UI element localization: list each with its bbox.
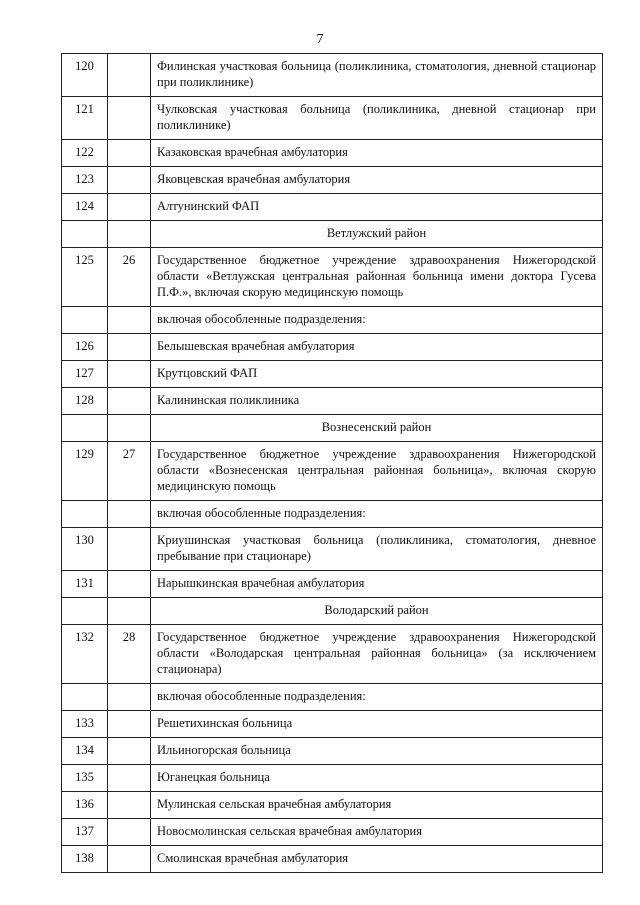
facility-name-cell: Ильиногорская больница [151, 738, 603, 765]
institution-number-cell [108, 501, 151, 528]
table-row [62, 442, 603, 501]
institution-number-cell [108, 684, 151, 711]
table-row [62, 361, 603, 388]
district-name-cell: Вознесенский район [151, 415, 603, 442]
institution-number-cell: 27 [108, 442, 151, 501]
row-number-cell: 120 [62, 54, 108, 97]
facility-name-cell: Государственное бюджетное учреждение здравоохранения Нижегородской области «Вознесенская центральная районная больница», включая скорую медицинскую помощь [151, 442, 603, 501]
district-name-cell: Володарский район [151, 598, 603, 625]
facility-name-cell: Смолинская врачебная амбулатория [151, 846, 603, 873]
row-number-cell [62, 501, 108, 528]
facility-name-cell: Новосмолинская сельская врачебная амбулатория [151, 819, 603, 846]
table-row [62, 684, 603, 711]
institution-number-cell: 26 [108, 248, 151, 307]
row-number-cell: 138 [62, 846, 108, 873]
table-row [62, 792, 603, 819]
facility-name-cell: Казаковская врачебная амбулатория [151, 140, 603, 167]
institution-number-cell [108, 792, 151, 819]
table-row [62, 194, 603, 221]
facilities-table [61, 53, 603, 873]
table-row [62, 97, 603, 140]
row-number-cell: 134 [62, 738, 108, 765]
row-number-cell: 122 [62, 140, 108, 167]
district-header-row [62, 415, 603, 442]
district-header-row [62, 598, 603, 625]
institution-number-cell [108, 528, 151, 571]
row-number-cell: 132 [62, 625, 108, 684]
row-number-cell: 124 [62, 194, 108, 221]
facility-name-cell: включая обособленные подразделения: [151, 501, 603, 528]
table-row [62, 501, 603, 528]
facility-name-cell: Государственное бюджетное учреждение здравоохранения Нижегородской области «Ветлужская центральная районная больница имени доктора Гусева П.Ф.», включая скорую медицинскую помощь [151, 248, 603, 307]
facility-name-cell: Юганецкая больница [151, 765, 603, 792]
institution-number-cell [108, 334, 151, 361]
table-row [62, 738, 603, 765]
row-number-cell: 123 [62, 167, 108, 194]
table-row [62, 571, 603, 598]
institution-number-cell [108, 765, 151, 792]
institution-number-cell [108, 221, 151, 248]
table-row [62, 307, 603, 334]
institution-number-cell [108, 97, 151, 140]
table-row [62, 819, 603, 846]
table-row [62, 140, 603, 167]
district-name-cell: Ветлужский район [151, 221, 603, 248]
institution-number-cell [108, 598, 151, 625]
row-number-cell [62, 415, 108, 442]
table-row [62, 334, 603, 361]
row-number-cell: 137 [62, 819, 108, 846]
row-number-cell [62, 221, 108, 248]
row-number-cell: 121 [62, 97, 108, 140]
district-header-row [62, 221, 603, 248]
table-row [62, 528, 603, 571]
table-row [62, 846, 603, 873]
row-number-cell: 129 [62, 442, 108, 501]
institution-number-cell [108, 140, 151, 167]
institution-number-cell [108, 711, 151, 738]
facility-name-cell: Решетихинская больница [151, 711, 603, 738]
institution-number-cell [108, 571, 151, 598]
institution-number-cell [108, 738, 151, 765]
facility-name-cell: Филинская участковая больница (поликлиника, стоматология, дневной стационар при поликлинике) [151, 54, 603, 97]
institution-number-cell [108, 194, 151, 221]
row-number-cell: 135 [62, 765, 108, 792]
facility-name-cell: Белышевская врачебная амбулатория [151, 334, 603, 361]
institution-number-cell [108, 819, 151, 846]
page-number: 7 [316, 32, 324, 47]
facility-name-cell: Мулинская сельская врачебная амбулатория [151, 792, 603, 819]
row-number-cell: 128 [62, 388, 108, 415]
row-number-cell: 125 [62, 248, 108, 307]
row-number-cell: 136 [62, 792, 108, 819]
table-row [62, 167, 603, 194]
institution-number-cell: 28 [108, 625, 151, 684]
table-row [62, 711, 603, 738]
facility-name-cell: включая обособленные подразделения: [151, 684, 603, 711]
row-number-cell [62, 598, 108, 625]
table-row [62, 765, 603, 792]
institution-number-cell [108, 846, 151, 873]
facility-name-cell: Яковцевская врачебная амбулатория [151, 167, 603, 194]
row-number-cell: 126 [62, 334, 108, 361]
table-row [62, 388, 603, 415]
institution-number-cell [108, 415, 151, 442]
institution-number-cell [108, 54, 151, 97]
facility-name-cell: Нарышкинская врачебная амбулатория [151, 571, 603, 598]
institution-number-cell [108, 388, 151, 415]
table-row [62, 248, 603, 307]
facilities-table-body [62, 54, 603, 873]
institution-number-cell [108, 167, 151, 194]
facility-name-cell: включая обособленные подразделения: [151, 307, 603, 334]
institution-number-cell [108, 361, 151, 388]
facility-name-cell: Крутцовский ФАП [151, 361, 603, 388]
row-number-cell: 130 [62, 528, 108, 571]
row-number-cell: 133 [62, 711, 108, 738]
row-number-cell: 127 [62, 361, 108, 388]
table-row [62, 625, 603, 684]
institution-number-cell [108, 307, 151, 334]
row-number-cell [62, 684, 108, 711]
facility-name-cell: Алтунинский ФАП [151, 194, 603, 221]
table-row [62, 54, 603, 97]
facility-name-cell: Калининская поликлиника [151, 388, 603, 415]
facility-name-cell: Чулковская участковая больница (поликлиника, дневной стационар при поликлинике) [151, 97, 603, 140]
facility-name-cell: Криушинская участковая больница (поликлиника, стоматология, дневное пребывание при стационаре) [151, 528, 603, 571]
row-number-cell [62, 307, 108, 334]
facility-name-cell: Государственное бюджетное учреждение здравоохранения Нижегородской области «Володарская центральная районная больница» (за исключением стационара) [151, 625, 603, 684]
row-number-cell: 131 [62, 571, 108, 598]
